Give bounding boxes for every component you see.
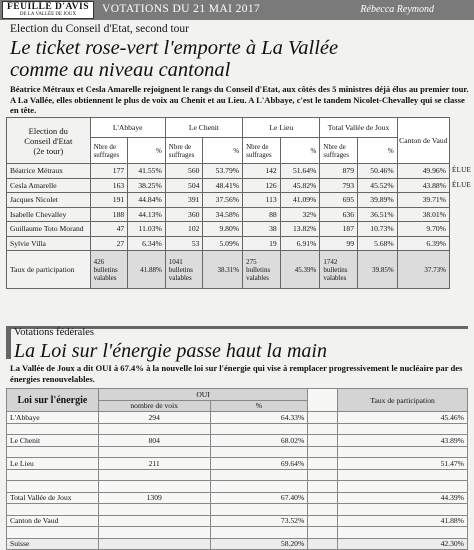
result-cell: 9.80% xyxy=(203,222,243,237)
commune-row xyxy=(7,538,468,550)
yes-votes: 1309 xyxy=(98,492,210,504)
yes-pct: 67.40% xyxy=(210,492,308,504)
result-cell: 45.52% xyxy=(358,178,398,193)
commune-name: Suisse xyxy=(7,538,99,550)
result-cell: 34.58% xyxy=(203,207,243,222)
energy-law-table xyxy=(6,388,468,550)
result-cell: 45.82% xyxy=(280,178,320,193)
result-cell: 187 xyxy=(320,222,358,237)
result-cell: 191 xyxy=(90,193,128,208)
yes-votes: 211 xyxy=(98,458,210,470)
result-cell: 88 xyxy=(243,207,281,222)
subheader-pct: % xyxy=(128,138,166,164)
result-cell: 6.39% xyxy=(397,236,449,251)
result-cell: 360 xyxy=(165,207,203,222)
result-cell: 41.55% xyxy=(128,164,166,179)
result-cell: 504 xyxy=(165,178,203,193)
result-cell: 177 xyxy=(90,164,128,179)
turnout-pct: 45.39% xyxy=(280,251,320,289)
subheader-pct: % xyxy=(280,138,320,164)
result-cell: 13.82% xyxy=(280,222,320,237)
commune-name: Total Vallée de Joux xyxy=(7,492,99,504)
candidate-name: Cesla Amarelle xyxy=(7,178,91,193)
candidate-name: Guillaume Toto Morand xyxy=(7,222,91,237)
spacer-row xyxy=(7,527,468,539)
banner-date: VOTATIONS DU 21 MAI 2017 xyxy=(102,3,261,15)
turnout-pct: 43.89% xyxy=(338,435,468,447)
result-cell: 39.71% xyxy=(397,193,449,208)
candidate-row xyxy=(7,207,450,222)
result-cell: 102 xyxy=(165,222,203,237)
commune-row xyxy=(7,458,468,470)
group-header-total: Total Vallée de Joux xyxy=(320,118,397,138)
turnout-ballots: 1041 bulletins valables xyxy=(165,251,203,289)
result-cell: 9.70% xyxy=(397,222,449,237)
logo-main-text: FEUILLE D'AVIS xyxy=(6,2,90,12)
turnout-header: Taux de participation xyxy=(338,389,468,412)
result-cell: 126 xyxy=(243,178,281,193)
turnout-row xyxy=(7,251,450,289)
author-byline: Rébecca Reymond xyxy=(360,4,434,15)
result-cell: 188 xyxy=(90,207,128,222)
result-cell: 47 xyxy=(90,222,128,237)
yes-pct: 68.02% xyxy=(210,435,308,447)
result-cell: 50.46% xyxy=(358,164,398,179)
commune-row xyxy=(7,515,468,527)
group-header-chenit: Le Chenit xyxy=(165,118,242,138)
subheader-pct: % xyxy=(358,138,398,164)
turnout-pct: 42.30% xyxy=(338,538,468,550)
result-cell: 43.88% xyxy=(397,178,449,193)
result-cell: 38.01% xyxy=(397,207,449,222)
result-cell: 37.56% xyxy=(203,193,243,208)
votes-header: nombre de voix xyxy=(98,400,210,412)
turnout-ballots: 426 bulletins valables xyxy=(90,251,128,289)
turnout-label: Taux de participation xyxy=(7,251,91,289)
result-cell: 41.09% xyxy=(280,193,320,208)
candidate-row xyxy=(7,222,450,237)
masthead-banner xyxy=(0,0,474,20)
headline-line-1: Le ticket rose-vert l'emporte à La Vallée xyxy=(10,37,339,59)
result-cell: 51.64% xyxy=(280,164,320,179)
candidate-name: Sylvie Villa xyxy=(7,236,91,251)
commune-row xyxy=(7,412,468,424)
yes-votes xyxy=(98,515,210,527)
candidate-row xyxy=(7,164,450,179)
result-cell: 48.41% xyxy=(203,178,243,193)
elected-label: ÉLUE xyxy=(452,166,472,175)
candidate-row xyxy=(7,178,450,193)
result-cell: 39.89% xyxy=(358,193,398,208)
subheader-votes: Nbre de suffrages xyxy=(165,138,203,164)
turnout-pct: 45.46% xyxy=(338,412,468,424)
election-results-table xyxy=(6,117,450,289)
logo-sub-text: DE LA VALLÉE DE JOUX xyxy=(19,12,77,17)
yes-votes xyxy=(98,538,210,550)
spacer-row xyxy=(7,469,468,481)
commune-row xyxy=(7,435,468,447)
group-header-abbaye: L'Abbaye xyxy=(90,118,165,138)
turnout-ballots: 275 bulletins valables xyxy=(243,251,281,289)
spacer-row xyxy=(7,423,468,435)
result-cell: 27 xyxy=(90,236,128,251)
result-cell: 19 xyxy=(243,236,281,251)
commune-name: Le Chenit xyxy=(7,435,99,447)
newspaper-logo xyxy=(2,1,94,19)
section-accent-bar xyxy=(6,329,11,359)
subheader-votes: Nbre de suffrages xyxy=(320,138,358,164)
yes-pct: 73.52% xyxy=(210,515,308,527)
result-cell: 44.84% xyxy=(128,193,166,208)
pct-header: % xyxy=(210,400,308,412)
commune-row xyxy=(7,492,468,504)
result-cell: 142 xyxy=(243,164,281,179)
yes-pct: 69.64% xyxy=(210,458,308,470)
subheader-votes: Nbre de suffrages xyxy=(90,138,128,164)
turnout-pct: 41.88% xyxy=(338,515,468,527)
subheader-votes: Nbre de suffrages xyxy=(243,138,281,164)
result-cell: 6.34% xyxy=(128,236,166,251)
yes-pct: 64.33% xyxy=(210,412,308,424)
result-cell: 38 xyxy=(243,222,281,237)
turnout-pct: 44.39% xyxy=(338,492,468,504)
article1-headline xyxy=(10,37,470,81)
article2-headline: La Loi sur l'énergie passe haut la main xyxy=(14,340,327,362)
turnout-pct: 51.47% xyxy=(338,458,468,470)
oui-header: OUI xyxy=(98,389,307,401)
spacer-row xyxy=(7,481,468,493)
group-header-lieu: Le Lieu xyxy=(243,118,320,138)
subheader-pct: % xyxy=(203,138,243,164)
result-cell: 793 xyxy=(320,178,358,193)
result-cell: 11.03% xyxy=(128,222,166,237)
result-cell: 38.25% xyxy=(128,178,166,193)
group-header-canton: Canton de Vaud xyxy=(397,118,449,164)
result-cell: 6.91% xyxy=(280,236,320,251)
candidate-name: Jacques Nicolet xyxy=(7,193,91,208)
elected-label: ÉLUE xyxy=(452,180,472,189)
yes-votes: 804 xyxy=(98,435,210,447)
turnout-canton-pct: 37.73% xyxy=(397,251,449,289)
result-cell: 636 xyxy=(320,207,358,222)
spacer-row xyxy=(7,446,468,458)
candidate-row xyxy=(7,193,450,208)
article2-kicker: Votations fédérales xyxy=(14,327,94,338)
turnout-pct: 41.88% xyxy=(128,251,166,289)
result-cell: 10.73% xyxy=(358,222,398,237)
headline-line-2: comme au niveau cantonal xyxy=(10,59,231,81)
result-cell: 560 xyxy=(165,164,203,179)
result-cell: 99 xyxy=(320,236,358,251)
result-cell: 5.68% xyxy=(358,236,398,251)
turnout-pct: 38.31% xyxy=(203,251,243,289)
article2-lead: La Vallée de Joux a dit OUI à 67.4% à la nouvelle loi sur l'énergie qui vise à remplacer progressivement le nucléaire par des énergies renouvelables. xyxy=(10,363,463,384)
commune-name: L'Abbaye xyxy=(7,412,99,424)
energy-table-title: Loi sur l'énergie xyxy=(7,389,99,412)
table-corner-title: Election du Conseil d'Etat (2e tour) xyxy=(7,118,91,164)
result-cell: 44.13% xyxy=(128,207,166,222)
commune-name: Le Lieu xyxy=(7,458,99,470)
result-cell: 113 xyxy=(243,193,281,208)
yes-votes: 294 xyxy=(98,412,210,424)
yes-pct: 58.20% xyxy=(210,538,308,550)
result-cell: 53.79% xyxy=(203,164,243,179)
article1-lead: Béatrice Métraux et Cesla Amarelle rejoignent le rangs du Conseil d'Etat, aux côtés des 5 ministres déjà élus au premier tour. A La Vallée, elles obtiennent le plus de voix au Chenit et au Lieu. A L'Abbaye, c'est le tandem Nicolet-Chevalley qui se classe en tête. xyxy=(10,84,469,115)
result-cell: 36.51% xyxy=(358,207,398,222)
candidate-name: Béatrice Métraux xyxy=(7,164,91,179)
result-cell: 53 xyxy=(165,236,203,251)
candidate-row xyxy=(7,236,450,251)
result-cell: 695 xyxy=(320,193,358,208)
result-cell: 163 xyxy=(90,178,128,193)
result-cell: 49.96% xyxy=(397,164,449,179)
turnout-pct: 39.85% xyxy=(358,251,398,289)
result-cell: 32% xyxy=(280,207,320,222)
candidate-name: Isabelle Chevalley xyxy=(7,207,91,222)
article1-kicker: Election du Conseil d'Etat, second tour xyxy=(10,23,190,35)
result-cell: 391 xyxy=(165,193,203,208)
commune-name: Canton de Vaud xyxy=(7,515,99,527)
spacer-row xyxy=(7,504,468,516)
result-cell: 879 xyxy=(320,164,358,179)
result-cell: 5.09% xyxy=(203,236,243,251)
turnout-ballots: 1742 bulletins valables xyxy=(320,251,358,289)
